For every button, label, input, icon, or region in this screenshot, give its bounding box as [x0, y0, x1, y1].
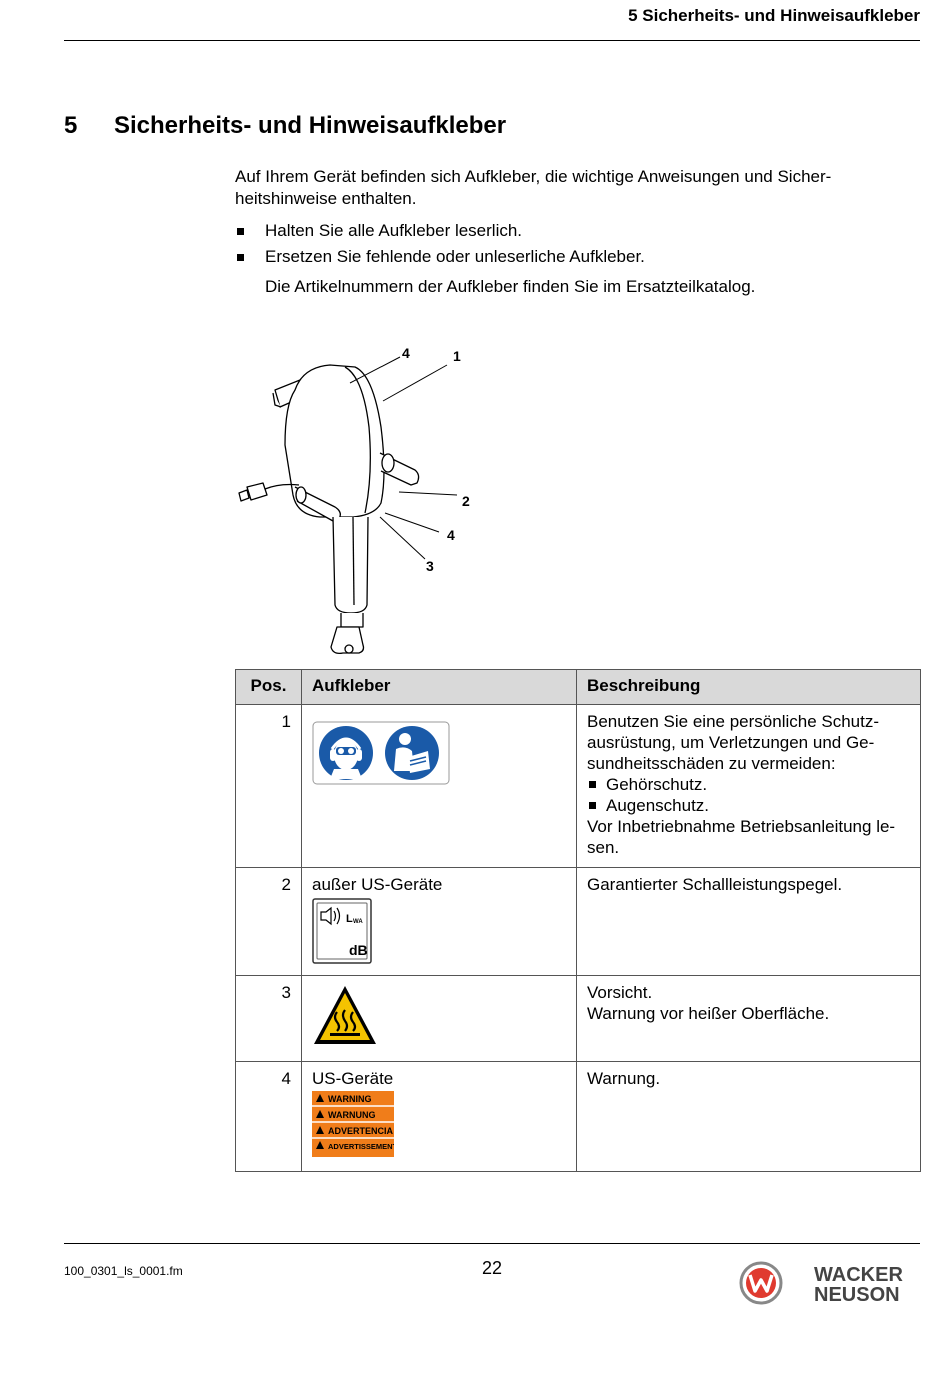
sticker-cell [302, 1062, 577, 1172]
running-header: 5 Sicherheits- und Hinweisaufkleber [628, 6, 920, 25]
svg-text:WARNING: WARNING [328, 1094, 372, 1104]
pos-cell: 4 [236, 1062, 302, 1172]
section-title [64, 112, 506, 140]
svg-text:WACKER: WACKER [814, 1264, 903, 1286]
bullet-square-icon [237, 254, 244, 261]
sound-power-lwa-sticker-icon [312, 898, 372, 964]
hot-surface-warning-sticker-icon [312, 984, 378, 1048]
sticker-label: US-Geräte [312, 1069, 394, 1088]
description-cell: Warnung. [577, 1062, 921, 1172]
bullet-square-icon [589, 802, 596, 809]
callout-label: 3 [426, 558, 434, 574]
bullet-square-icon [237, 228, 244, 235]
description-cell: Vorsicht. Warnung vor heißer Oberfläche. [577, 976, 921, 1062]
ppe-hearing-eye-manual-sticker-icon [312, 721, 450, 785]
col-header-pos: Pos. [236, 670, 302, 705]
sticker-table [235, 669, 921, 1172]
callout-label: 1 [453, 348, 461, 364]
svg-text:NEUSON: NEUSON [814, 1284, 900, 1306]
pos-cell: 3 [236, 976, 302, 1062]
description-cell: Garantierter Schallleistungspegel. [577, 868, 921, 976]
intro-line-2: heitshinweise enthalten. [235, 189, 417, 208]
description-cell: Benutzen Sie eine persönliche Schutz- ausrüstung, um Verletzungen und Ge- sundheitsschäden zu vermeiden: Gehörschutz. Augenschutz. Vor Inbetriebnahme Betriebsanleitung le- sen. [577, 705, 921, 868]
pos-cell: 2 [236, 868, 302, 976]
bullet-square-icon [589, 781, 596, 788]
table-row [236, 976, 921, 1062]
svg-text:ADVERTENCIA: ADVERTENCIA [328, 1126, 394, 1136]
wacker-neuson-logo-icon [736, 1258, 926, 1308]
table-row [236, 1062, 921, 1172]
catalog-note: Die Artikelnummern der Aufkleber finden Sie im Ersatzteilkatalog. [265, 277, 756, 296]
footer-filename: 100_0301_ls_0001.fm [64, 1264, 183, 1278]
sticker-cell [302, 976, 577, 1062]
page-number: 22 [482, 1258, 503, 1278]
sticker-cell [302, 868, 577, 976]
table-header-row [236, 670, 921, 705]
callout-label: 4 [447, 527, 455, 543]
svg-text:ADVERTISSEMENT: ADVERTISSEMENT [328, 1142, 394, 1151]
col-header-description: Beschreibung [577, 670, 921, 705]
callout-label: 4 [402, 345, 410, 361]
breaker-illustration [225, 335, 505, 665]
section-number: 5 [64, 112, 78, 139]
svg-text:WA: WA [353, 919, 363, 925]
svg-text:WARNUNG: WARNUNG [328, 1110, 376, 1120]
header-rule [64, 40, 920, 41]
multilingual-warning-sticker-icon [312, 1091, 394, 1157]
sticker-cell [302, 705, 577, 868]
sticker-label: außer US-Geräte [312, 875, 443, 894]
section-title-text: Sicherheits- und Hinweisaufkleber [114, 112, 507, 139]
callout-label: 2 [462, 493, 470, 509]
table-row [236, 868, 921, 976]
intro-line-1: Auf Ihrem Gerät befinden sich Aufkleber, die wichtige Anweisungen und Sicher- [235, 167, 832, 186]
pos-cell: 1 [236, 705, 302, 868]
svg-text:dB: dB [349, 942, 368, 958]
footer-rule [64, 1243, 920, 1244]
col-header-sticker: Aufkleber [302, 670, 577, 705]
svg-text:L: L [346, 913, 353, 925]
table-row [236, 705, 921, 868]
intro-paragraph [235, 166, 925, 210]
